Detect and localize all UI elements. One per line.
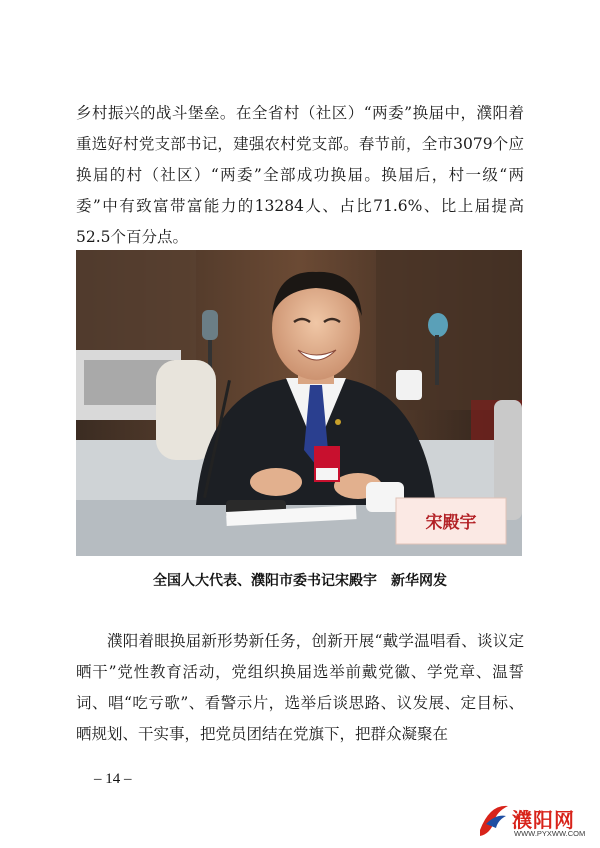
photo-caption: 全国人大代表、濮阳市委书记宋殿宇 新华网发 — [153, 573, 447, 589]
news-photo — [76, 250, 522, 556]
site-logo[interactable] — [476, 800, 596, 844]
logo-url: WWW.PYXWW.COM — [514, 829, 586, 838]
page-number: – 14 – — [94, 771, 132, 787]
logo-name: 濮阳网 — [512, 808, 575, 832]
bird-logo-icon — [476, 800, 512, 840]
nameplate-label: 宋殿宇 — [425, 513, 477, 533]
photo-illustration — [76, 250, 522, 556]
paragraph-2: 濮阳着眼换届新形势新任务，创新开展“戴学温唱看、谈议定晒干”党性教育活动，党组织换届选举前戴党徽、学党章、温誓词、唱“吃亏歌”、看警示片，选举后谈思路、议发展、定目标、晒规划、干实事，把党员团结在党旗下，把群众凝聚在 — [76, 632, 524, 743]
paragraph-1: 乡村振兴的战斗堡垒。在全省村（社区）“两委”换届中，濮阳着重选好村党支部书记，建强农村党支部。春节前，全市3079个应换届的村（社区）“两委”全部成功换届。换届后，村一级“两委”中有致富带富能力的13284人、占比71.6%、比上届提高52.5个百分点。 — [76, 104, 524, 246]
